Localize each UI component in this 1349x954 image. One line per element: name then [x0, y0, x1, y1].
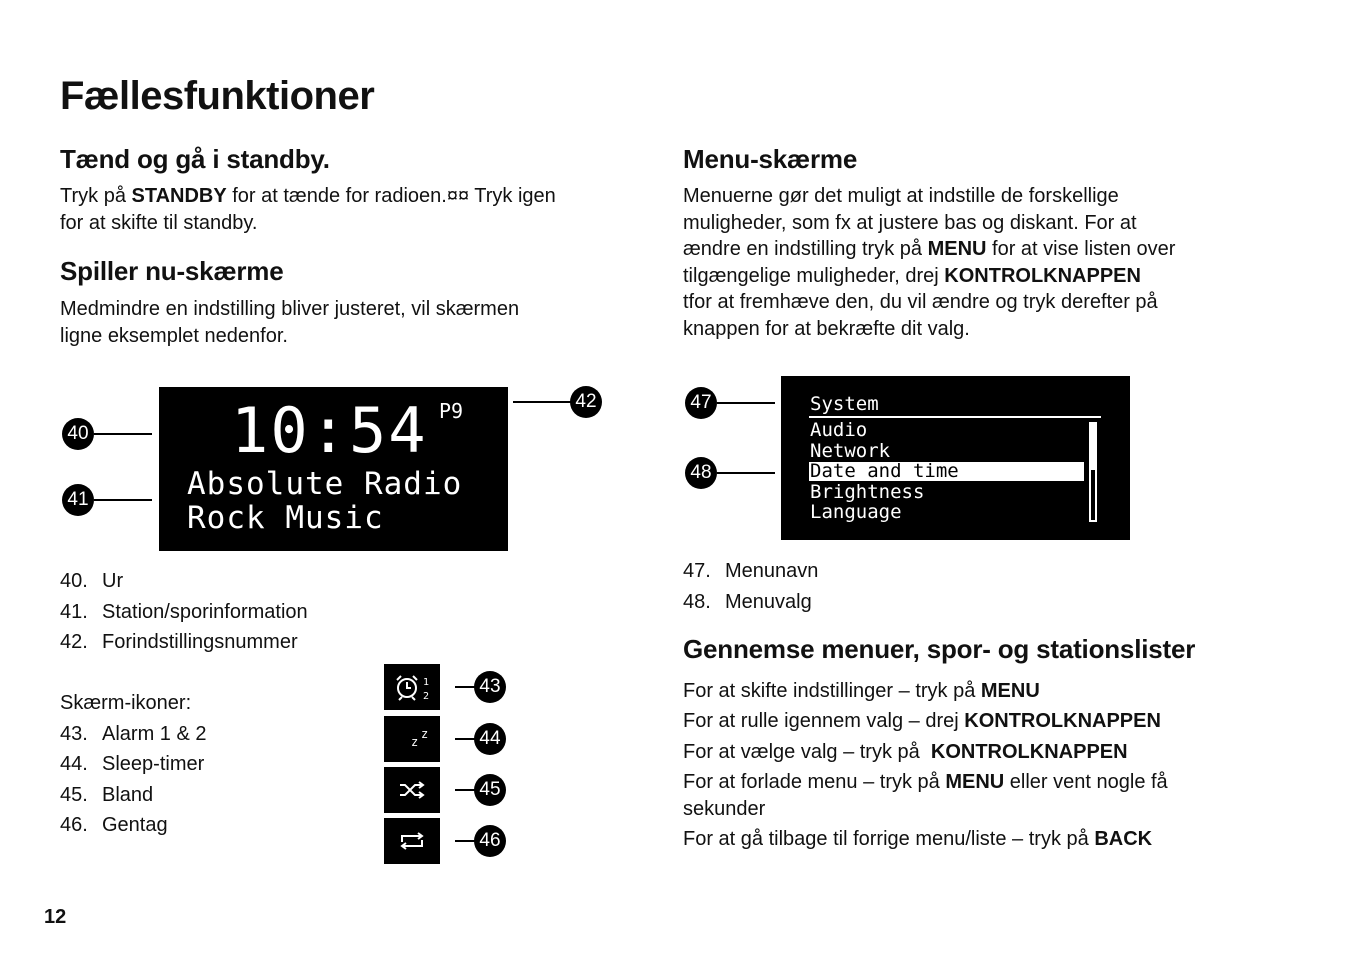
- icons-legend: [60, 688, 206, 841]
- callout-42: 42: [570, 386, 602, 418]
- browse-cmd-1: For at skifte indstillinger – tryk på MENU: [683, 680, 1040, 702]
- menu-scrollbar: [1089, 422, 1097, 522]
- callout-40: 40: [62, 418, 94, 450]
- page-title: Fællesfunktioner: [60, 74, 375, 118]
- menu-title: System: [810, 393, 879, 415]
- callout-47-line: [717, 402, 775, 404]
- list-item: 40. Ur: [60, 570, 124, 592]
- list-item: 42. Forindstillingsnummer: [60, 631, 298, 653]
- shuffle-icon: [384, 767, 440, 813]
- callout-46: 46: [474, 825, 506, 857]
- menu-title-underline: [809, 416, 1101, 418]
- list-item: 41. Station/sporinformation: [60, 600, 308, 623]
- nowplaying-heading: Spiller nu-skærme: [60, 256, 284, 286]
- browse-cmd-5: For at gå tilbage til forrige menu/liste – tryk på BACK: [683, 828, 1153, 850]
- browse-heading: Gennemse menuer, spor- og stationslister: [683, 634, 1196, 664]
- list-item: 45. Bland: [60, 783, 154, 806]
- browse-cmd-3: For at vælge valg – tryk på KONTROLKNAPPEN: [683, 741, 1128, 763]
- repeat-icon: [384, 818, 440, 864]
- callout-48-line: [717, 472, 775, 474]
- list-item: 43. Alarm 1 & 2: [60, 722, 207, 745]
- menu-scrollbar-thumb: [1091, 424, 1095, 470]
- page-number: 12: [44, 906, 67, 928]
- clock-display: 10:54: [231, 394, 428, 467]
- list-item: 46. Gentag: [60, 814, 168, 836]
- svg-text:z: z: [411, 735, 419, 749]
- nowplaying-text: Medmindre en indstilling bliver justeret, vil skærmen ligne eksemplet nedenfor.: [60, 298, 520, 347]
- list-item: 48. Menuvalg: [683, 590, 812, 613]
- icons-heading: Skærm-ikoner:: [60, 692, 192, 714]
- browse-cmd-4: For at forlade menu – tryk på MENU eller vent nogle få sekunder: [683, 771, 1168, 820]
- list-item: 44. Sleep-timer: [60, 753, 205, 775]
- alarm-icon: [384, 664, 440, 710]
- browse-cmd-2: For at rulle igennem valg – drej KONTROLKNAPPEN: [683, 710, 1161, 732]
- callout-42-line: [513, 401, 571, 403]
- callout-44: 44: [474, 723, 506, 755]
- menu-text: Menuerne gør det muligt at indstille de forskellige muligheder, som fx at justere bas og diskant. For at ændre en indstilling tryk på MENU for at vise listen over tilgængelige muligheder, drej KONTROLKNAPPEN tfor at fremhæve den, du vil ændre og tryk derefter på knappen for at bekræfte dit valg.: [683, 185, 1176, 340]
- standby-heading: Tænd og gå i standby.: [60, 144, 330, 174]
- callout-43: 43: [474, 671, 506, 703]
- list-item: 47. Menunavn: [683, 560, 819, 582]
- callout-45: 45: [474, 774, 506, 806]
- callout-47: 47: [685, 387, 717, 419]
- menu-item-audio: Audio: [810, 419, 868, 441]
- menu-item-selected: Date and time: [809, 462, 1084, 481]
- menu-legend: [683, 556, 818, 617]
- callout-41-line: [94, 499, 152, 501]
- menu-item-language: Language: [810, 501, 902, 523]
- callout-41: 41: [62, 484, 94, 516]
- svg-text:z: z: [421, 727, 429, 741]
- now-playing-display: [159, 387, 508, 551]
- menu-item-brightness: Brightness: [810, 480, 925, 503]
- track-info: Rock Music: [187, 500, 384, 536]
- svg-text:2: 2: [423, 691, 430, 702]
- menu-item-network: Network: [810, 439, 891, 462]
- station-name: Absolute Radio: [187, 466, 463, 502]
- svg-text:1: 1: [423, 677, 430, 688]
- callout-48: 48: [685, 457, 717, 489]
- standby-text: Tryk på STANDBY for at tænde for radioen.¤¤ Tryk igen for at skifte til standby.: [60, 185, 556, 234]
- menu-display: [781, 376, 1130, 540]
- callout-40-line: [94, 433, 152, 435]
- display-legend: [60, 566, 308, 658]
- sleep-timer-icon: [384, 716, 440, 762]
- menu-heading: Menu-skærme: [683, 144, 858, 174]
- preset-number: P9: [439, 399, 464, 423]
